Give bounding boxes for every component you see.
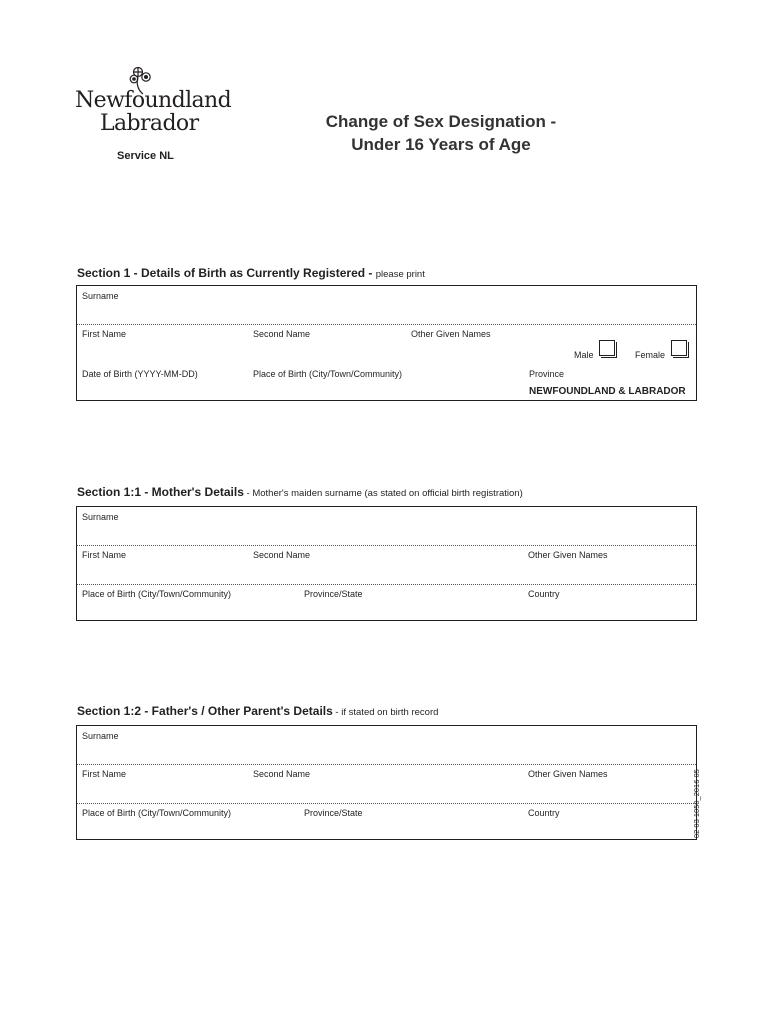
section-1-2-form — [76, 725, 697, 840]
father-second-name-label: Second Name — [253, 769, 311, 779]
father-surname-row[interactable] — [77, 726, 696, 764]
first-name-label: First Name — [82, 329, 127, 339]
section-1-form — [76, 285, 697, 401]
logo-wordmark-newfoundland: Newfoundland — [75, 88, 232, 113]
father-surname-label: Surname — [82, 731, 119, 741]
father-country-label: Country — [528, 808, 560, 818]
female-checkbox[interactable] — [671, 340, 687, 356]
place-of-birth-label: Place of Birth (City/Town/Community) — [253, 369, 403, 379]
surname-row[interactable] — [77, 286, 696, 324]
section-1-1-form — [76, 506, 697, 621]
logo-wordmark-labrador: Labrador — [100, 111, 199, 136]
mother-first-name-label: First Name — [82, 550, 127, 560]
mother-birthplace-row[interactable] — [77, 584, 696, 622]
section-1-heading — [77, 266, 425, 282]
male-label: Male — [574, 350, 594, 360]
other-given-names-label: Other Given Names — [411, 329, 491, 339]
mother-surname-row[interactable] — [77, 507, 696, 545]
title-line-1: Change of Sex Designation - — [325, 112, 557, 131]
father-first-name-label: First Name — [82, 769, 127, 779]
section-1-title: Section 1 - Details of Birth as Currently Registered - — [77, 266, 376, 280]
mother-other-given-names-label: Other Given Names — [528, 550, 608, 560]
form-code: 02 03 1050_2016 05 — [692, 769, 701, 838]
father-province-state-label: Province/State — [304, 808, 363, 818]
male-checkbox[interactable] — [599, 340, 615, 356]
department-name: Service NL — [117, 150, 174, 162]
birth-details-row[interactable] — [77, 360, 696, 401]
section-1-2-title: Section 1:2 - Father's / Other Parent's Details — [77, 704, 333, 718]
section-1-2-note: - if stated on birth record — [332, 707, 439, 718]
surname-label: Surname — [82, 291, 119, 301]
section-1-1-note: - Mother's maiden surname (as stated on official birth registration) — [243, 488, 523, 499]
section-1-1-title: Section 1:1 - Mother's Details — [77, 485, 244, 499]
mother-province-state-label: Province/State — [304, 589, 363, 599]
province-value: NEWFOUNDLAND & LABRADOR — [529, 386, 686, 397]
page-title — [310, 110, 572, 156]
father-other-given-names-label: Other Given Names — [528, 769, 608, 779]
father-place-of-birth-label: Place of Birth (City/Town/Community) — [82, 808, 232, 818]
names-row[interactable] — [77, 324, 696, 360]
section-1-2-heading — [77, 704, 438, 720]
mother-names-row[interactable] — [77, 545, 696, 584]
father-names-row[interactable] — [77, 764, 696, 803]
section-1-1-heading — [77, 485, 523, 501]
father-birthplace-row[interactable] — [77, 803, 696, 841]
province-label: Province — [529, 369, 565, 379]
mother-country-label: Country — [528, 589, 560, 599]
female-label: Female — [635, 350, 666, 360]
mother-surname-label: Surname — [82, 512, 119, 522]
title-line-2: Under 16 Years of Age — [351, 135, 531, 154]
mother-place-of-birth-label: Place of Birth (City/Town/Community) — [82, 589, 232, 599]
date-of-birth-label: Date of Birth (YYYY-MM-DD) — [82, 369, 198, 379]
section-1-note: please print — [375, 269, 425, 280]
second-name-label: Second Name — [253, 329, 311, 339]
mother-second-name-label: Second Name — [253, 550, 311, 560]
